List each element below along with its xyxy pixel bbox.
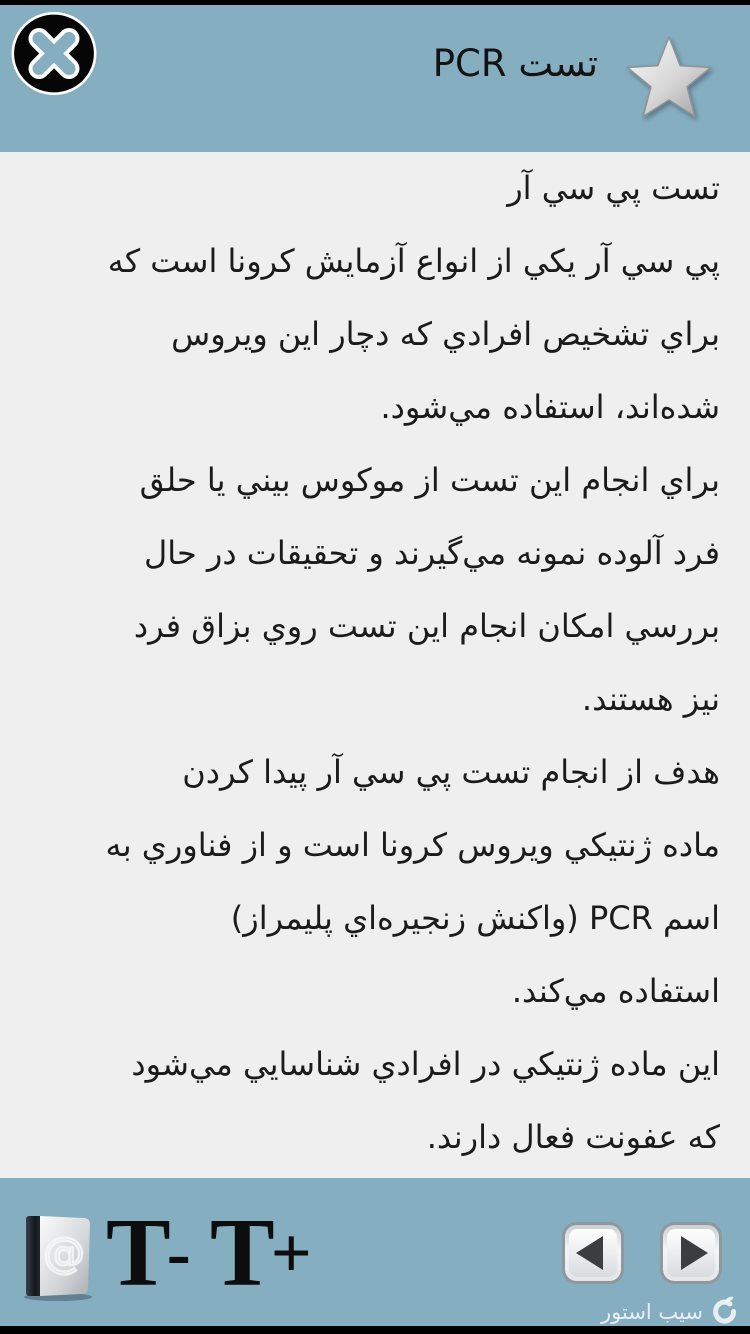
svg-text:@: @ <box>43 1228 85 1277</box>
text-line: كه عفونت فعال دارند. <box>426 1118 720 1156</box>
star-icon <box>626 113 714 128</box>
store-watermark-label: سیب استور <box>601 1299 703 1324</box>
arrow-right-icon <box>660 1272 722 1287</box>
text-line: فرد آلوده نمونه مي‌گيرند و تحقيقات در حال <box>143 534 720 572</box>
text-line: براي تشخيص افرادي كه دچار اين ويروس <box>171 315 720 353</box>
previous-page-button[interactable] <box>562 1222 624 1284</box>
contacts-button[interactable] <box>18 1214 98 1302</box>
minus-sign: - <box>166 1213 191 1293</box>
text-line: هدف از انجام تست پي سي آر پيدا كردن <box>182 753 720 791</box>
next-page-button[interactable] <box>660 1222 722 1284</box>
text-line: شده‌اند، استفاده مي‌شود. <box>380 388 720 426</box>
font-increase-button[interactable] <box>210 1199 312 1306</box>
bottom-black-strip <box>0 1326 750 1334</box>
text-line: براي انجام اين تست از موكوس بيني يا حلق <box>139 461 720 499</box>
page-title: تست PCR <box>432 42 598 85</box>
store-watermark <box>601 1294 736 1329</box>
text-line: پي سي آر يكي از انواع آزمايش كرونا است كه <box>107 242 720 280</box>
bottom-toolbar <box>0 1178 750 1326</box>
font-decrease-button[interactable] <box>106 1199 191 1306</box>
text-line: استفاده مي‌كند. <box>511 972 720 1010</box>
apple-logo-icon <box>710 1294 736 1329</box>
text-line: نيز هستند. <box>581 680 720 718</box>
article-body <box>0 152 750 1178</box>
close-button[interactable] <box>11 12 97 96</box>
header-bar <box>0 0 750 152</box>
font-increase-letter: T <box>210 1199 275 1306</box>
top-black-strip <box>0 0 750 5</box>
favorite-button[interactable] <box>626 33 714 125</box>
close-icon <box>11 84 97 99</box>
address-book-icon <box>18 1228 98 1305</box>
plus-sign: + <box>270 1213 312 1293</box>
font-decrease-letter: T <box>106 1199 171 1306</box>
text-line: اين ماده ژنتيكي در افرادي شناسايي مي‌شود <box>131 1045 720 1083</box>
text-line: ماده ژنتيكي ويروس كرونا است و از فناوري به <box>105 826 720 864</box>
text-line: تست پي سي آر <box>507 169 720 207</box>
text-line: بررسي امكان انجام اين تست روي بزاق فرد <box>133 607 720 645</box>
text-line: اسم PCR (واكنش زنجيره‌اي پليمراز) <box>230 899 720 937</box>
arrow-left-icon <box>562 1272 624 1287</box>
